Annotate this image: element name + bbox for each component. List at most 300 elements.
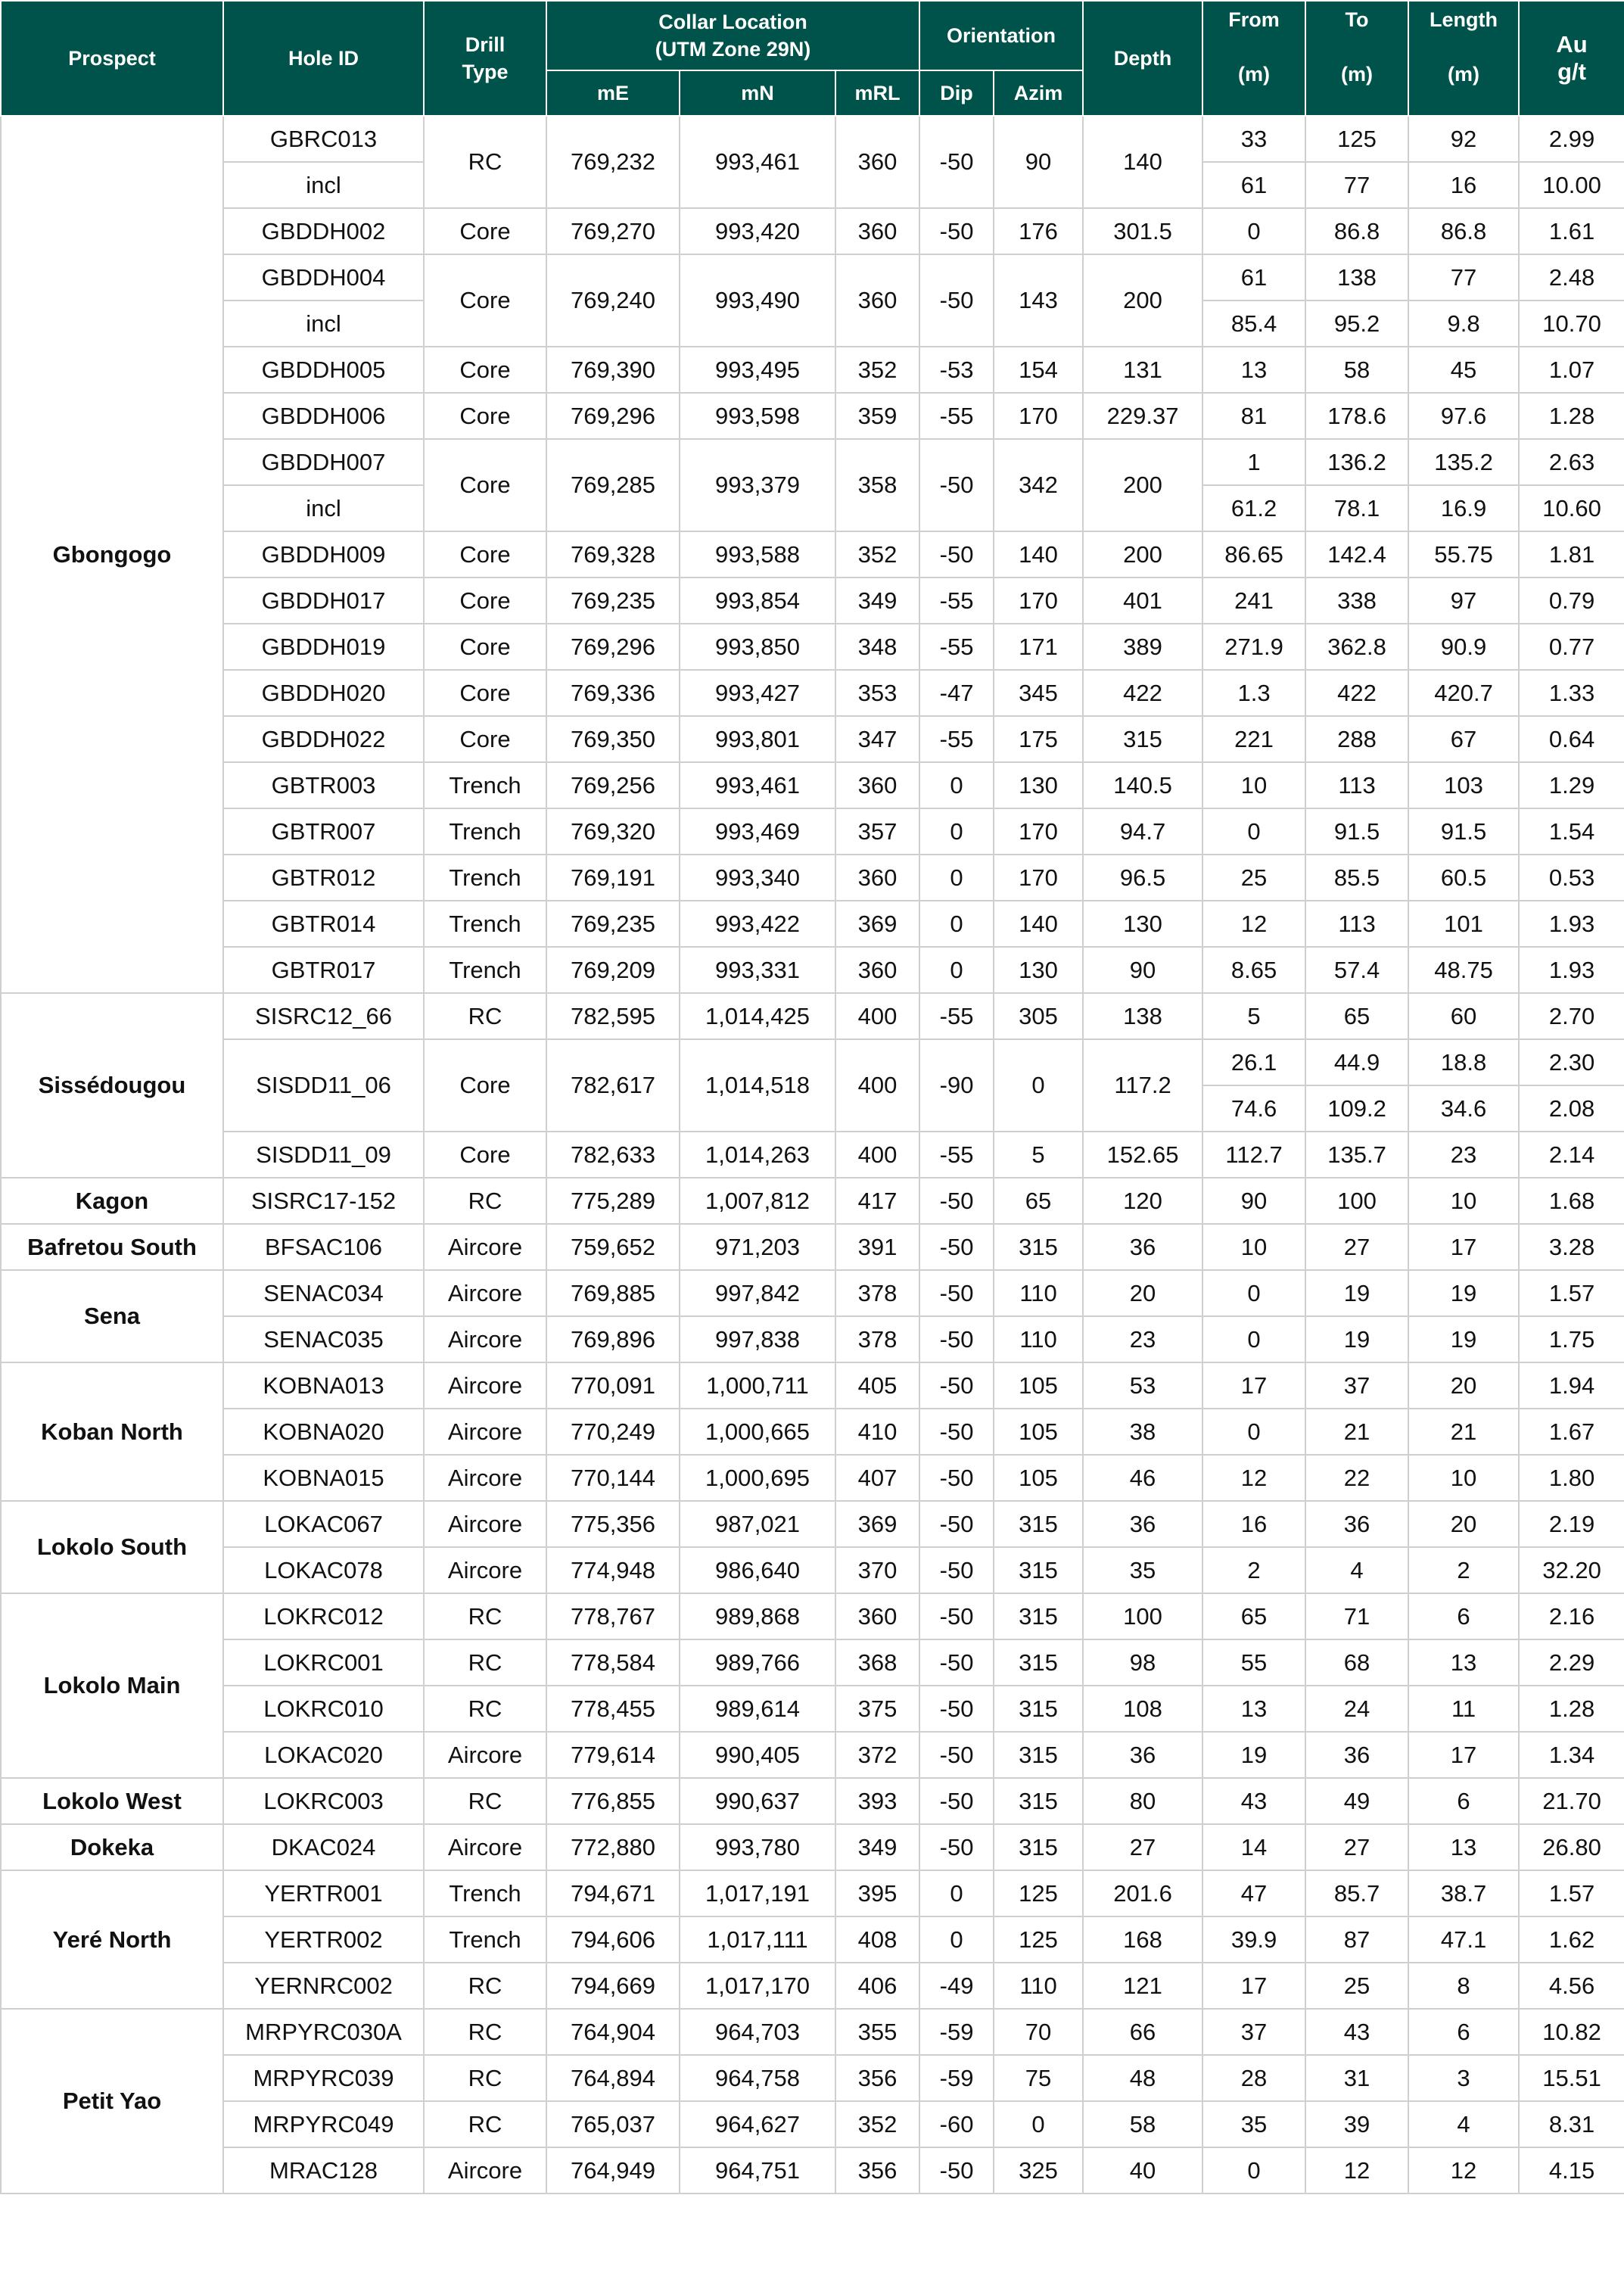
table-row [1,1916,1624,1963]
dip-cell: -50 [919,116,994,208]
drill-type-cell: Core [424,716,546,762]
drill-type-cell: RC [424,1593,546,1639]
azimuth-cell: 110 [994,1316,1083,1362]
to-cell: 95.2 [1305,300,1408,347]
to-cell: 36 [1305,1732,1408,1778]
dip-cell: -50 [919,1224,994,1270]
table-row [1,578,1624,624]
elevation-cell: 360 [835,762,919,808]
dip-cell: -55 [919,716,994,762]
au-grade-cell: 4.15 [1519,2147,1624,2193]
prospect-name-cell: Lokolo West [1,1778,223,1824]
to-cell: 57.4 [1305,947,1408,993]
azimuth-cell: 176 [994,208,1083,254]
easting-cell: 778,767 [546,1593,680,1639]
azimuth-cell: 125 [994,1870,1083,1916]
length-cell: 19 [1408,1316,1519,1362]
drill-type-cell: RC [424,1686,546,1732]
dip-cell: -50 [919,208,994,254]
table-row [1,393,1624,439]
drill-type-cell: RC [424,2101,546,2147]
northing-cell: 993,801 [680,716,835,762]
dip-cell: -50 [919,1547,994,1593]
easting-cell: 765,037 [546,2101,680,2147]
azimuth-cell: 170 [994,578,1083,624]
au-grade-cell: 1.94 [1519,1362,1624,1409]
depth-cell: 46 [1083,1455,1202,1501]
dip-cell: -50 [919,1732,994,1778]
table-row [1,1316,1624,1362]
dip-cell: -53 [919,347,994,393]
elevation-cell: 405 [835,1362,919,1409]
length-cell: 10 [1408,1178,1519,1224]
northing-cell: 1,017,170 [680,1963,835,2009]
easting-cell: 776,855 [546,1778,680,1824]
drill-type-cell: Aircore [424,1362,546,1409]
elevation-cell: 356 [835,2055,919,2101]
dip-cell: -55 [919,578,994,624]
header-from-label: From [1228,8,1280,31]
dip-cell: -50 [919,1824,994,1870]
dip-cell: -50 [919,1639,994,1686]
au-grade-cell: 10.00 [1519,162,1624,208]
easting-cell: 769,885 [546,1270,680,1316]
elevation-cell: 360 [835,116,919,208]
length-cell: 3 [1408,2055,1519,2101]
length-cell: 101 [1408,901,1519,947]
from-cell: 221 [1202,716,1305,762]
elevation-cell: 391 [835,1224,919,1270]
table-row [1,1132,1624,1178]
northing-cell: 989,766 [680,1639,835,1686]
length-cell: 55.75 [1408,531,1519,578]
azimuth-cell: 110 [994,1963,1083,2009]
au-grade-cell: 2.14 [1519,1132,1624,1178]
header-length-label: Length [1430,8,1498,31]
length-cell: 77 [1408,254,1519,300]
easting-cell: 759,652 [546,1224,680,1270]
header-azim: Azim [994,70,1083,116]
au-grade-cell: 2.30 [1519,1039,1624,1085]
from-cell: 81 [1202,393,1305,439]
to-cell: 19 [1305,1270,1408,1316]
from-cell: 19 [1202,1732,1305,1778]
header-from [1202,1,1305,116]
length-cell: 17 [1408,1732,1519,1778]
depth-cell: 48 [1083,2055,1202,2101]
drill-type-cell: Aircore [424,1732,546,1778]
length-cell: 6 [1408,1593,1519,1639]
dip-cell: -59 [919,2009,994,2055]
header-collar-line2: (UTM Zone 29N) [655,38,811,61]
dip-cell: -47 [919,670,994,716]
from-cell: 90 [1202,1178,1305,1224]
northing-cell: 993,780 [680,1824,835,1870]
elevation-cell: 368 [835,1639,919,1686]
header-to-unit: (m) [1341,63,1374,86]
to-cell: 27 [1305,1224,1408,1270]
to-cell: 178.6 [1305,393,1408,439]
au-grade-cell: 1.07 [1519,347,1624,393]
table-row [1,993,1624,1039]
easting-cell: 794,671 [546,1870,680,1916]
azimuth-cell: 345 [994,670,1083,716]
to-cell: 78.1 [1305,485,1408,531]
northing-cell: 993,469 [680,808,835,855]
azimuth-cell: 105 [994,1362,1083,1409]
table-row [1,1501,1624,1547]
dip-cell: -50 [919,1686,994,1732]
table-row [1,1362,1624,1409]
table-row [1,531,1624,578]
table-row [1,1224,1624,1270]
depth-cell: 66 [1083,2009,1202,2055]
length-cell: 48.75 [1408,947,1519,993]
easting-cell: 779,614 [546,1732,680,1778]
drill-type-cell: RC [424,1178,546,1224]
easting-cell: 794,606 [546,1916,680,1963]
au-grade-cell: 1.68 [1519,1178,1624,1224]
depth-cell: 58 [1083,2101,1202,2147]
depth-cell: 140.5 [1083,762,1202,808]
to-cell: 136.2 [1305,439,1408,485]
depth-cell: 130 [1083,901,1202,947]
dip-cell: 0 [919,808,994,855]
table-row [1,1778,1624,1824]
elevation-cell: 375 [835,1686,919,1732]
azimuth-cell: 90 [994,116,1083,208]
azimuth-cell: 170 [994,393,1083,439]
northing-cell: 993,331 [680,947,835,993]
northing-cell: 989,868 [680,1593,835,1639]
easting-cell: 782,633 [546,1132,680,1178]
header-me: mE [546,70,680,116]
hole-id-cell: GBTR003 [223,762,424,808]
northing-cell: 993,598 [680,393,835,439]
hole-id-cell: YERTR002 [223,1916,424,1963]
from-cell: 0 [1202,2147,1305,2193]
header-drill-type-line2: Type [462,61,509,83]
azimuth-cell: 342 [994,439,1083,531]
length-cell: 6 [1408,2009,1519,2055]
from-cell: 16 [1202,1501,1305,1547]
to-cell: 113 [1305,762,1408,808]
azimuth-cell: 154 [994,347,1083,393]
table-row [1,254,1624,300]
depth-cell: 121 [1083,1963,1202,2009]
azimuth-cell: 170 [994,855,1083,901]
from-cell: 8.65 [1202,947,1305,993]
from-cell: 2 [1202,1547,1305,1593]
dip-cell: -90 [919,1039,994,1132]
au-grade-cell: 1.61 [1519,208,1624,254]
dip-cell: -55 [919,624,994,670]
northing-cell: 1,014,518 [680,1039,835,1132]
length-cell: 420.7 [1408,670,1519,716]
au-grade-cell: 2.63 [1519,439,1624,485]
hole-id-cell: KOBNA013 [223,1362,424,1409]
northing-cell: 964,703 [680,2009,835,2055]
depth-cell: 20 [1083,1270,1202,1316]
northing-cell: 1,000,711 [680,1362,835,1409]
hole-id-cell: GBTR017 [223,947,424,993]
elevation-cell: 408 [835,1916,919,1963]
from-cell: 37 [1202,2009,1305,2055]
drill-type-cell: RC [424,993,546,1039]
drill-type-cell: Core [424,254,546,347]
table-row [1,2055,1624,2101]
hole-id-cell: YERTR001 [223,1870,424,1916]
azimuth-cell: 0 [994,2101,1083,2147]
northing-cell: 1,000,695 [680,1455,835,1501]
from-cell: 61 [1202,162,1305,208]
length-cell: 13 [1408,1639,1519,1686]
hole-id-cell: GBDDH006 [223,393,424,439]
header-from-unit: (m) [1238,63,1271,86]
easting-cell: 769,285 [546,439,680,531]
depth-cell: 36 [1083,1224,1202,1270]
depth-cell: 120 [1083,1178,1202,1224]
azimuth-cell: 0 [994,1039,1083,1132]
from-cell: 74.6 [1202,1085,1305,1132]
hole-id-cell: GBDDH022 [223,716,424,762]
hole-id-cell: GBDDH007 [223,439,424,485]
hole-id-cell: YERNRC002 [223,1963,424,2009]
easting-cell: 772,880 [546,1824,680,1870]
prospect-name-cell: Lokolo Main [1,1593,223,1778]
table-row [1,1270,1624,1316]
length-cell: 91.5 [1408,808,1519,855]
to-cell: 4 [1305,1547,1408,1593]
to-cell: 12 [1305,2147,1408,2193]
table-row [1,947,1624,993]
hole-id-cell: SISRC17-152 [223,1178,424,1224]
drill-type-cell: Core [424,393,546,439]
drill-type-cell: RC [424,2009,546,2055]
length-cell: 60 [1408,993,1519,1039]
hole-id-cell: SISDD11_06 [223,1039,424,1132]
hole-id-cell: DKAC024 [223,1824,424,1870]
elevation-cell: 407 [835,1455,919,1501]
easting-cell: 775,356 [546,1501,680,1547]
depth-cell: 389 [1083,624,1202,670]
table-row [1,1455,1624,1501]
au-grade-cell: 32.20 [1519,1547,1624,1593]
table-row [1,439,1624,485]
drill-type-cell: Core [424,670,546,716]
depth-cell: 200 [1083,439,1202,531]
northing-cell: 993,495 [680,347,835,393]
northing-cell: 1,007,812 [680,1178,835,1224]
elevation-cell: 378 [835,1270,919,1316]
azimuth-cell: 130 [994,947,1083,993]
drill-type-cell: Core [424,347,546,393]
dip-cell: -50 [919,1362,994,1409]
azimuth-cell: 140 [994,531,1083,578]
northing-cell: 993,427 [680,670,835,716]
dip-cell: -50 [919,1270,994,1316]
to-cell: 422 [1305,670,1408,716]
length-cell: 45 [1408,347,1519,393]
au-grade-cell: 2.70 [1519,993,1624,1039]
northing-cell: 993,379 [680,439,835,531]
hole-id-cell: GBDDH019 [223,624,424,670]
to-cell: 125 [1305,116,1408,162]
from-cell: 17 [1202,1963,1305,2009]
length-cell: 60.5 [1408,855,1519,901]
easting-cell: 769,296 [546,393,680,439]
drill-type-cell: Trench [424,1870,546,1916]
au-grade-cell: 1.54 [1519,808,1624,855]
elevation-cell: 369 [835,901,919,947]
dip-cell: -50 [919,1593,994,1639]
au-grade-cell: 1.33 [1519,670,1624,716]
dip-cell: -59 [919,2055,994,2101]
azimuth-cell: 315 [994,1778,1083,1824]
au-grade-cell: 4.56 [1519,1963,1624,2009]
header-length [1408,1,1519,116]
depth-cell: 36 [1083,1501,1202,1547]
prospect-name-cell: Sissédougou [1,993,223,1178]
northing-cell: 989,614 [680,1686,835,1732]
azimuth-cell: 315 [994,1686,1083,1732]
elevation-cell: 360 [835,855,919,901]
au-grade-cell: 1.67 [1519,1409,1624,1455]
au-grade-cell: 1.28 [1519,393,1624,439]
elevation-cell: 358 [835,439,919,531]
drill-type-cell: Trench [424,1916,546,1963]
from-cell: 0 [1202,208,1305,254]
depth-cell: 168 [1083,1916,1202,1963]
azimuth-cell: 143 [994,254,1083,347]
to-cell: 109.2 [1305,1085,1408,1132]
depth-cell: 401 [1083,578,1202,624]
depth-cell: 90 [1083,947,1202,993]
dip-cell: -55 [919,993,994,1039]
easting-cell: 770,144 [546,1455,680,1501]
from-cell: 28 [1202,2055,1305,2101]
length-cell: 6 [1408,1778,1519,1824]
au-grade-cell: 10.70 [1519,300,1624,347]
elevation-cell: 360 [835,254,919,347]
azimuth-cell: 130 [994,762,1083,808]
au-grade-cell: 8.31 [1519,2101,1624,2147]
au-grade-cell: 0.64 [1519,716,1624,762]
northing-cell: 993,422 [680,901,835,947]
azimuth-cell: 75 [994,2055,1083,2101]
from-cell: 39.9 [1202,1916,1305,1963]
depth-cell: 301.5 [1083,208,1202,254]
table-row [1,1963,1624,2009]
easting-cell: 769,240 [546,254,680,347]
table-row [1,2101,1624,2147]
elevation-cell: 359 [835,393,919,439]
elevation-cell: 393 [835,1778,919,1824]
azimuth-cell: 305 [994,993,1083,1039]
hole-id-cell: GBDDH017 [223,578,424,624]
northing-cell: 987,021 [680,1501,835,1547]
dip-cell: 0 [919,901,994,947]
from-cell: 1 [1202,439,1305,485]
table-row [1,855,1624,901]
hole-id-cell: incl [223,162,424,208]
elevation-cell: 400 [835,1132,919,1178]
northing-cell: 986,640 [680,1547,835,1593]
easting-cell: 769,320 [546,808,680,855]
to-cell: 39 [1305,2101,1408,2147]
hole-id-cell: GBDDH002 [223,208,424,254]
drill-type-cell: Aircore [424,1547,546,1593]
au-grade-cell: 2.19 [1519,1501,1624,1547]
au-grade-cell: 1.29 [1519,762,1624,808]
table-row [1,2009,1624,2055]
northing-cell: 1,017,191 [680,1870,835,1916]
from-cell: 13 [1202,1686,1305,1732]
length-cell: 11 [1408,1686,1519,1732]
drill-type-cell: RC [424,1963,546,2009]
from-cell: 241 [1202,578,1305,624]
from-cell: 33 [1202,116,1305,162]
hole-id-cell: LOKRC001 [223,1639,424,1686]
northing-cell: 993,461 [680,762,835,808]
au-grade-cell: 2.48 [1519,254,1624,300]
table-row [1,1824,1624,1870]
easting-cell: 769,270 [546,208,680,254]
hole-id-cell: LOKRC012 [223,1593,424,1639]
northing-cell: 993,461 [680,116,835,208]
length-cell: 4 [1408,2101,1519,2147]
to-cell: 31 [1305,2055,1408,2101]
hole-id-cell: LOKRC010 [223,1686,424,1732]
drill-type-cell: Aircore [424,1824,546,1870]
drill-type-cell: Trench [424,855,546,901]
from-cell: 43 [1202,1778,1305,1824]
au-grade-cell: 2.99 [1519,116,1624,162]
easting-cell: 774,948 [546,1547,680,1593]
au-grade-cell: 10.60 [1519,485,1624,531]
elevation-cell: 372 [835,1732,919,1778]
length-cell: 13 [1408,1824,1519,1870]
from-cell: 14 [1202,1824,1305,1870]
drill-type-cell: Core [424,208,546,254]
elevation-cell: 352 [835,347,919,393]
table-row [1,1409,1624,1455]
from-cell: 85.4 [1202,300,1305,347]
easting-cell: 778,455 [546,1686,680,1732]
to-cell: 100 [1305,1178,1408,1224]
elevation-cell: 395 [835,1870,919,1916]
northing-cell: 993,588 [680,531,835,578]
au-grade-cell: 21.70 [1519,1778,1624,1824]
to-cell: 87 [1305,1916,1408,1963]
to-cell: 58 [1305,347,1408,393]
dip-cell: -50 [919,439,994,531]
to-cell: 91.5 [1305,808,1408,855]
prospect-name-cell: Petit Yao [1,2009,223,2193]
to-cell: 135.7 [1305,1132,1408,1178]
to-cell: 25 [1305,1963,1408,2009]
from-cell: 86.65 [1202,531,1305,578]
elevation-cell: 400 [835,993,919,1039]
table-row [1,1039,1624,1085]
drill-type-cell: RC [424,116,546,208]
northing-cell: 964,758 [680,2055,835,2101]
hole-id-cell: GBTR007 [223,808,424,855]
northing-cell: 971,203 [680,1224,835,1270]
easting-cell: 778,584 [546,1639,680,1686]
azimuth-cell: 110 [994,1270,1083,1316]
length-cell: 16 [1408,162,1519,208]
